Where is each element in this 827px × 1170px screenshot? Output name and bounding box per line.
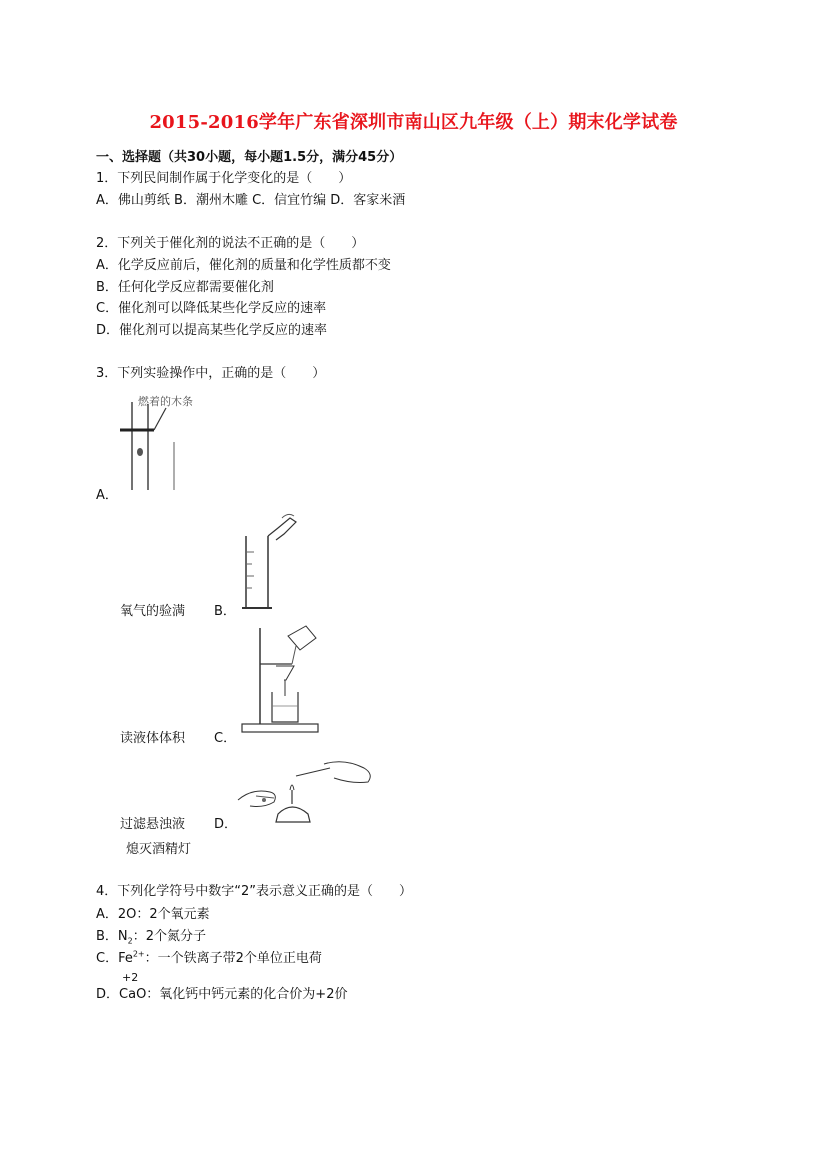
question-4-option-a: A．2O：2个氧元素 <box>96 907 210 922</box>
question-3-option-c-label: C． <box>214 731 237 746</box>
option-b-subscript: 2 <box>127 936 133 946</box>
option-d-text: O：氧化钙中钙元素的化合价为+2价 <box>136 987 348 1002</box>
question-4-option-d <box>96 971 348 1002</box>
option-c-prefix: C．Fe <box>96 951 133 966</box>
option-c-text: ：一个铁离子带2个单位正电荷 <box>144 951 322 966</box>
question-3-option-a-label: A． <box>96 488 118 503</box>
question-2-option-c: C．催化剂可以降低某些化学反应的速率 <box>96 301 327 316</box>
question-2-option-a: A．化学反应前后，催化剂的质量和化学性质都不变 <box>96 258 391 273</box>
question-3-option-d-caption: 过滤悬浊液 <box>120 817 186 832</box>
question-4-option-b <box>96 925 206 946</box>
valence-mark: +2 <box>122 971 139 984</box>
question-3-option-d-label: D． <box>214 817 238 832</box>
question-2-option-d: D．催化剂可以提高某些化学反应的速率 <box>96 323 328 338</box>
figure-oxygen-test <box>118 390 228 498</box>
question-2-option-b: B．任何化学反应都需要催化剂 <box>96 280 274 295</box>
question-1-stem: 1．下列民间制作属于化学变化的是（ ） <box>96 171 352 186</box>
question-3-extra-caption: 熄灭酒精灯 <box>126 842 192 857</box>
valence-notation <box>119 971 139 1002</box>
question-4-stem: 4．下列化学符号中数字“2”表示意义正确的是（ ） <box>96 884 413 899</box>
question-3-stem: 3．下列实验操作中，正确的是（ ） <box>96 366 326 381</box>
question-3-option-b-label: B． <box>214 604 236 619</box>
question-2-stem: 2．下列关于催化剂的说法不正确的是（ ） <box>96 236 365 251</box>
figure-alcohol-lamp <box>234 760 374 832</box>
question-4-option-c <box>96 947 322 966</box>
section-heading: 一、选择题（共30小题，每小题1.5分，满分45分） <box>96 150 403 165</box>
element-symbol: Ca <box>119 987 137 1002</box>
question-1-options: A．佛山剪纸 B．潮州木雕 C．信宜竹编 D．客家米酒 <box>96 193 406 208</box>
question-3-option-b-caption: 氧气的验满 <box>120 604 186 619</box>
figure-a-label: 燃着的木条 <box>138 395 193 408</box>
page-title: 2015-2016学年广东省深圳市南山区九年级（上）期末化学试卷 <box>149 112 678 133</box>
option-b-prefix: B．N <box>96 929 128 944</box>
figure-graduated-cylinder <box>236 512 306 612</box>
figure-filtration-setup <box>236 624 336 736</box>
question-3-option-c-caption: 读液体体积 <box>120 731 186 746</box>
option-d-prefix: D． <box>96 987 120 1002</box>
option-b-text: ：2个氮分子 <box>132 929 207 944</box>
option-c-superscript: 2+ <box>132 949 145 959</box>
